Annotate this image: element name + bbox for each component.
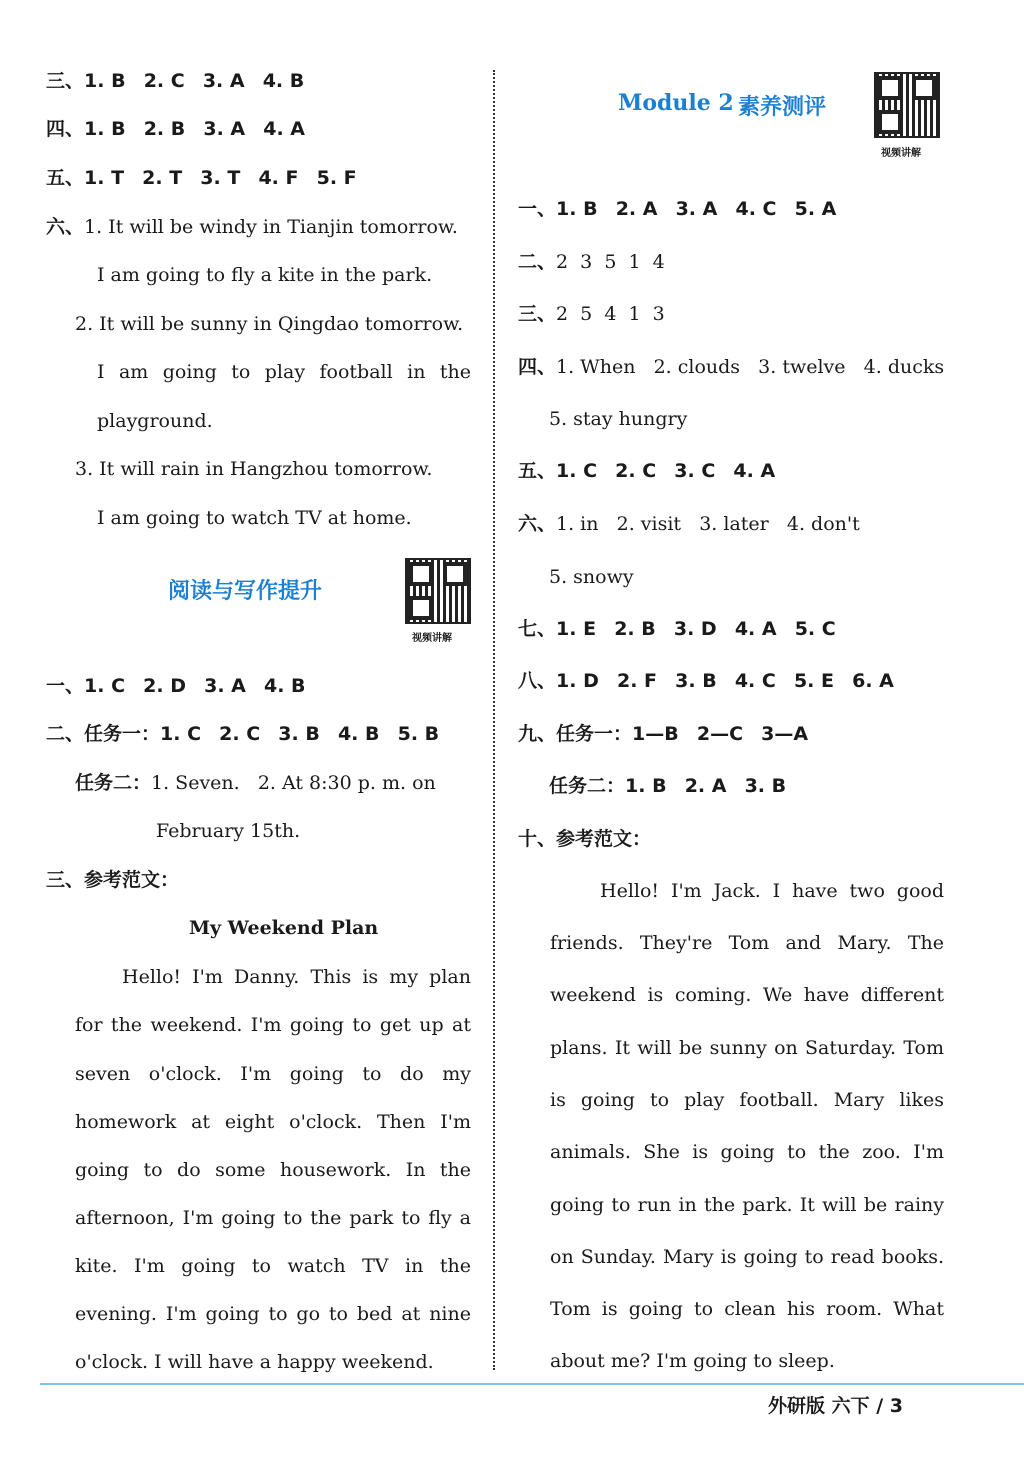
essay-line: is going to play football. Mary likes: [550, 1089, 944, 1111]
answer-row-s4: 四、1. B 2. B 3. A 4. A: [46, 118, 306, 140]
essay-line: friends. They're Tom and Mary. The: [550, 932, 944, 954]
qr-code-icon[interactable]: [405, 558, 471, 624]
answer-row-q8: 八、1. D 2. F 3. B 4. C 5. E 6. A: [518, 670, 894, 692]
answer-row-r2-task2: 任务二：1. Seven. 2. At 8:30 p. m. on: [75, 772, 436, 794]
answer-s6-line6: 3. It will rain in Hangzhou tomorrow.: [75, 458, 433, 480]
answer-row-q2: 二、2 3 5 1 4: [518, 251, 665, 273]
answer-row-q1: 一、1. B 2. A 3. A 4. C 5. A: [518, 198, 837, 220]
reading-section-title: 阅读与写作提升: [168, 579, 323, 604]
essay-line: afternoon, I'm going to the park to fly a: [75, 1207, 471, 1229]
answer-s6-line5: playground.: [97, 410, 213, 432]
essay-line: weekend is coming. We have different: [550, 984, 944, 1006]
essay-label: 三、参考范文：: [46, 869, 180, 891]
answer-row-s3: 三、1. B 2. C 3. A 4. B: [46, 70, 305, 92]
answer-row-q7: 七、1. E 2. B 3. D 4. A 5. C: [518, 618, 836, 640]
column-divider: [493, 70, 495, 1370]
bottom-rule: [40, 1383, 1024, 1385]
essay-title: My Weekend Plan: [189, 917, 379, 939]
answer-row-q3: 三、2 5 4 1 3: [518, 303, 665, 325]
answer-s6-line7: I am going to watch TV at home.: [97, 507, 412, 529]
answer-q4-cont: 5. stay hungry: [549, 408, 688, 430]
essay-line: Tom is going to clean his room. What: [550, 1298, 944, 1320]
essay-line: about me? I'm going to sleep.: [550, 1350, 835, 1372]
answer-row-s5: 五、1. T 2. T 3. T 4. F 5. F: [46, 167, 357, 189]
essay-line: going to run in the park. It will be rainy: [550, 1194, 944, 1216]
essay-line: animals. She is going to the zoo. I'm: [550, 1141, 944, 1163]
essay-line: seven o'clock. I'm going to do my: [75, 1063, 471, 1085]
module-subtitle: 素养测评: [738, 95, 827, 120]
answer-q6-cont: 5. snowy: [549, 566, 634, 588]
page-footer: 外研版 六下 / 3: [768, 1395, 904, 1417]
essay-line: homework at eight o'clock. Then I'm: [75, 1111, 471, 1133]
answer-r2-task2-cont: February 15th.: [156, 820, 301, 842]
answer-s6-line1: 六、1. It will be windy in Tianjin tomorrow.: [46, 216, 458, 238]
qr-code-icon[interactable]: [874, 72, 940, 138]
module-title: Module 2: [618, 90, 734, 116]
essay-line: on Sunday. Mary is going to read books.: [550, 1246, 944, 1268]
answer-row-q4: 四、1. When 2. clouds 3. twelve 4. ducks: [518, 356, 945, 378]
answer-s6-line2: I am going to fly a kite in the park.: [97, 264, 433, 286]
essay-line: plans. It will be sunny on Saturday. Tom: [550, 1037, 944, 1059]
qr-caption: 视频讲解: [412, 633, 452, 644]
answer-row-r1: 一、1. C 2. D 3. A 4. B: [46, 675, 306, 697]
essay-line: for the weekend. I'm going to get up at: [75, 1014, 471, 1036]
answer-row-q9-task2: 任务二：1. B 2. A 3. B: [549, 775, 787, 797]
essay-line: o'clock. I will have a happy weekend.: [75, 1351, 434, 1373]
essay-line: going to do some housework. In the: [75, 1159, 471, 1181]
essay-line: Hello! I'm Danny. This is my plan: [122, 966, 471, 988]
essay-label: 十、参考范文：: [518, 828, 652, 850]
answer-row-q6: 六、1. in 2. visit 3. later 4. don't: [518, 513, 860, 535]
answer-row-r2: 二、任务一：1. C 2. C 3. B 4. B 5. B: [46, 723, 440, 745]
essay-line: Hello! I'm Jack. I have two good: [600, 880, 944, 902]
essay-line: kite. I'm going to watch TV in the: [75, 1255, 471, 1277]
answer-s6-line3: 2. It will be sunny in Qingdao tomorrow.: [75, 313, 464, 335]
answer-row-q5: 五、1. C 2. C 3. C 4. A: [518, 460, 776, 482]
essay-line: evening. I'm going to go to bed at nine: [75, 1303, 471, 1325]
answer-row-q9: 九、任务一：1—B 2—C 3—A: [518, 723, 809, 745]
answer-s6-line4: I am going to play football in the: [97, 361, 471, 383]
qr-caption: 视频讲解: [881, 148, 921, 159]
